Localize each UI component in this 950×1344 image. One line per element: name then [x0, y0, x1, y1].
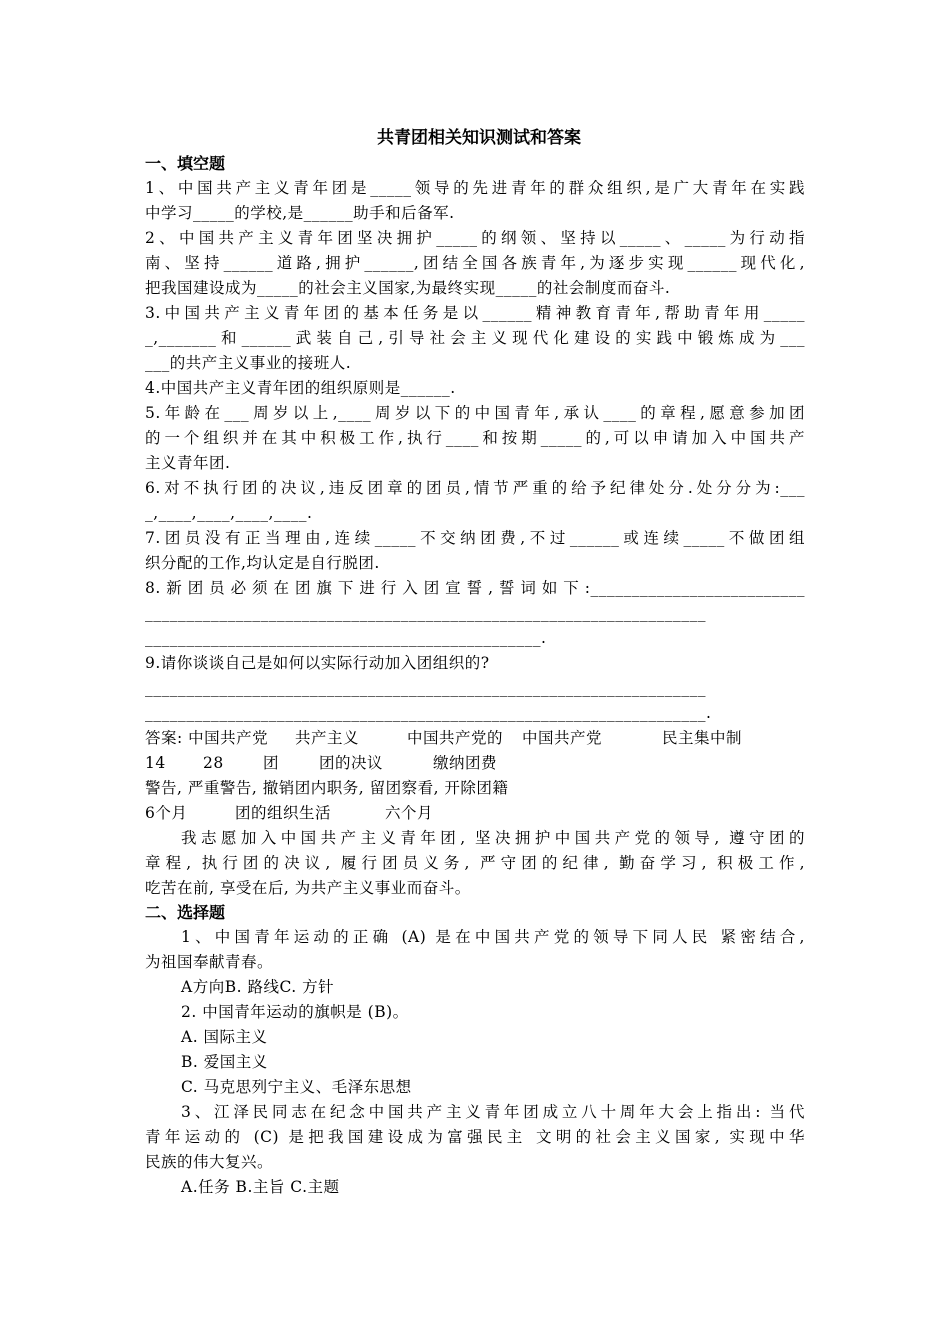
q2-line-3: 把我国建设成为_____的社会主义国家,为最终实现_____的社会制度而奋斗. [145, 279, 671, 297]
answer-item: 团的决议 [319, 754, 384, 772]
q9-line-1: 9.请你谈谈自己是如何以实际行动加入团组织的? [145, 654, 490, 672]
mc3-line-1: 3、江泽民同志在纪念中国共产主义青年团成立八十周年大会上指出: 当代 [181, 1103, 805, 1121]
mc2-option-b: B. 爱国主义 [181, 1053, 268, 1071]
answer-row-1 [145, 726, 805, 751]
mc1-options: A方向B. 路线C. 方针 [181, 978, 335, 996]
q8-line-2: ____________________________________________________________________ [145, 604, 706, 622]
answer-item: 中国共产党的 [407, 729, 504, 747]
mc2-option-c: C. 马克思列宁主义、毛泽东思想 [181, 1078, 412, 1096]
q5-line-2: 的一个组织并在其中积极工作,执行____和按期_____的,可以申请加入中国共产 [145, 429, 805, 447]
mc3-options: A.任务 B.主旨 C.主题 [181, 1178, 340, 1196]
q1-line-1: 1、中国共产主义青年团是_____领导的先进青年的群众组织,是广大青年在实践 [145, 179, 805, 197]
q7-line-2: 织分配的工作,均认定是自行脱团. [145, 554, 380, 572]
answer-item: 中国共产党 [522, 729, 603, 747]
q9-line-3: ____________________________________________________________________. [145, 704, 712, 722]
answer-item: 答案: 中国共产党 [145, 729, 269, 747]
q6-line-2: _,____,____,____,____. [145, 504, 313, 522]
q8-line-3: ________________________________________________. [145, 629, 547, 647]
mc2-option-a: A. 国际主义 [181, 1028, 268, 1046]
mc1-line-2: 为祖国奉献青春。 [145, 953, 274, 971]
document-page [145, 124, 805, 1200]
mc1-line-1: 1、中国青年运动的正确 (A) 是在中国共产党的领导下同人民 紧密结合, [181, 928, 805, 946]
answer-item: 28 [203, 754, 224, 772]
answer-row-3: 警告, 严重警告, 撤销团内职务, 留团察看, 开除团籍 [145, 779, 509, 797]
oath-line-3: 吃苦在前, 享受在后, 为共产主义事业而奋斗。 [145, 879, 471, 897]
q2-line-1: 2、中国共产主义青年团坚决拥护_____的纲领、坚持以_____、_____为行动指 [145, 229, 805, 247]
answer-row-2 [145, 751, 805, 776]
section-heading-fill-in: 一、填空题 [145, 154, 226, 173]
mc3-line-3: 民族的伟大复兴。 [145, 1153, 274, 1171]
answer-item: 六个月 [385, 804, 434, 822]
q5-line-3: 主义青年团. [145, 454, 231, 472]
q3-line-3: ___的共产主义事业的接班人. [145, 354, 352, 372]
q5-line-1: 5.年龄在___周岁以上,____周岁以下的中国青年,承认____的章程,愿意参加团 [145, 404, 805, 422]
q2-line-2: 南、坚持______道路,拥护______,团结全国各族青年,为逐步实现______现代化, [145, 254, 805, 272]
answer-item: 团 [263, 754, 280, 772]
q1-line-2: 中学习_____的学校,是______助手和后备军. [145, 204, 455, 222]
q6-line-1: 6.对不执行团的决议,违反团章的团员,情节严重的给予纪律处分.处分分为:___ [145, 479, 805, 497]
section-heading-multiple-choice: 二、选择题 [145, 903, 226, 922]
answer-item: 民主集中制 [662, 729, 743, 747]
q7-line-1: 7.团员没有正当理由,连续_____不交纳团费,不过______或连续_____不做团组 [145, 529, 805, 547]
q3-line-2: _,_______和______武装自己,引导社会主义现代化建设的实践中锻炼成为___ [145, 329, 805, 347]
q4-line-1: 4.中国共产主义青年团的组织原则是______. [145, 379, 456, 397]
answer-item: 缴纳团费 [433, 754, 498, 772]
answer-item: 6个月 [145, 804, 188, 822]
q8-line-1: 8.新团员必须在团旗下进行入团宣誓,誓词如下:__________________________ [145, 579, 805, 597]
answer-item: 团的组织生活 [235, 804, 332, 822]
q3-line-1: 3.中国共产主义青年团的基本任务是以______精神教育青年,帮助青年用_____ [145, 304, 805, 322]
answer-row-4 [145, 801, 805, 826]
mc2-line-1: 2. 中国青年运动的旗帜是 (B)。 [181, 1003, 409, 1021]
q9-line-2: ____________________________________________________________________ [145, 679, 706, 697]
oath-line-1: 我志愿加入中国共产主义青年团, 坚决拥护中国共产党的领导, 遵守团的 [181, 829, 805, 847]
answer-item: 14 [145, 754, 166, 772]
answer-item: 共产主义 [295, 729, 360, 747]
oath-line-2: 章程, 执行团的决议, 履行团员义务, 严守团的纪律, 勤奋学习, 积极工作, [145, 854, 805, 872]
mc3-line-2: 青年运动的 (C) 是把我国建设成为富强民主 文明的社会主义国家, 实现中华 [145, 1128, 805, 1146]
document-title: 共青团相关知识测试和答案 [377, 128, 581, 148]
